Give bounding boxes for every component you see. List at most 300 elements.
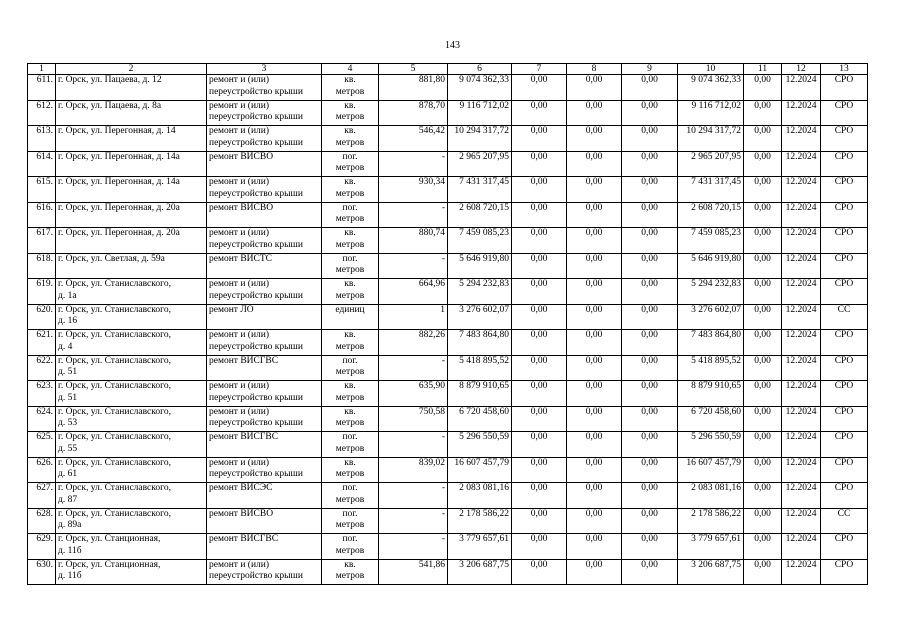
cost-col10-cell: 7 431 317,45 bbox=[678, 177, 744, 203]
cost-col9-cell: 0,00 bbox=[622, 202, 678, 228]
cost-col9-cell: 0,00 bbox=[622, 381, 678, 407]
unit-cell-line: метров bbox=[335, 571, 365, 581]
deadline-cell: 12.2024 bbox=[782, 279, 821, 305]
row-number: 619. bbox=[28, 279, 56, 305]
cost-col10-cell: 7 459 085,23 bbox=[678, 228, 744, 254]
row-number: 614. bbox=[28, 151, 56, 177]
deadline-cell: 12.2024 bbox=[782, 304, 821, 330]
method-code-cell: СРО bbox=[821, 100, 868, 126]
work-type-cell bbox=[207, 304, 322, 330]
cost-col9-cell: 0,00 bbox=[622, 534, 678, 560]
total-cost-cell: 3 276 602,07 bbox=[448, 304, 512, 330]
deadline-cell: 12.2024 bbox=[782, 228, 821, 254]
row-number: 616. bbox=[28, 202, 56, 228]
total-cost-cell: 6 720 458,60 bbox=[448, 406, 512, 432]
unit-cell-line: метров bbox=[335, 545, 365, 556]
volume-cell: 635,90 bbox=[379, 381, 448, 407]
cost-col10-cell: 5 418 895,52 bbox=[678, 355, 744, 381]
deadline-cell: 12.2024 bbox=[782, 330, 821, 356]
total-cost-cell: 2 178 586,22 bbox=[448, 508, 512, 534]
unit-cell-line: метров bbox=[335, 239, 365, 250]
address-cell-line: г. Орск, ул. Перегонная, д. 20а bbox=[58, 202, 180, 213]
cost-col11-cell: 0,00 bbox=[744, 534, 782, 560]
volume-cell: 541,86 bbox=[379, 559, 448, 585]
cost-col10-cell: 2 178 586,22 bbox=[678, 508, 744, 534]
work-type-cell-line: ремонт ВИСВО bbox=[209, 151, 274, 162]
work-type-cell-line: ремонт и (или) bbox=[209, 381, 270, 391]
address-cell-line: д. 4 bbox=[58, 341, 73, 352]
method-code-cell: СРО bbox=[821, 177, 868, 203]
work-type-cell-line: ремонт ВИСГВС bbox=[209, 432, 279, 442]
work-type-cell-line: переустройство крыши bbox=[209, 392, 303, 403]
cost-col7-cell: 0,00 bbox=[512, 75, 567, 101]
column-number: 9 bbox=[622, 64, 678, 75]
work-type-cell-line: ремонт и (или) bbox=[209, 330, 270, 340]
volume-cell: - bbox=[379, 151, 448, 177]
row-number: 629. bbox=[28, 534, 56, 560]
cost-col9-cell: 0,00 bbox=[622, 406, 678, 432]
table-body bbox=[28, 75, 868, 585]
unit-cell-line: кв. bbox=[344, 75, 356, 85]
work-type-cell bbox=[207, 75, 322, 101]
unit-cell-line: кв. bbox=[344, 330, 356, 340]
work-type-cell bbox=[207, 355, 322, 381]
cost-col11-cell: 0,00 bbox=[744, 406, 782, 432]
method-code-cell: СРО bbox=[821, 126, 868, 152]
row-number: 615. bbox=[28, 177, 56, 203]
cost-col11-cell: 0,00 bbox=[744, 330, 782, 356]
cost-col11-cell: 0,00 bbox=[744, 381, 782, 407]
address-cell-line: г. Орск, ул. Перегонная, д. 20а bbox=[58, 228, 180, 238]
total-cost-cell: 2 965 207,95 bbox=[448, 151, 512, 177]
unit-cell bbox=[322, 483, 379, 509]
total-cost-cell: 3 206 687,75 bbox=[448, 559, 512, 585]
cost-col11-cell: 0,00 bbox=[744, 457, 782, 483]
cost-col7-cell: 0,00 bbox=[512, 483, 567, 509]
address-cell bbox=[56, 508, 207, 534]
total-cost-cell: 5 296 550,59 bbox=[448, 432, 512, 458]
unit-cell-line: кв. bbox=[344, 228, 356, 238]
work-type-cell bbox=[207, 177, 322, 203]
cost-col7-cell: 0,00 bbox=[512, 253, 567, 279]
volume-cell: 664,96 bbox=[379, 279, 448, 305]
work-type-cell-line: ремонт ВИСГВС bbox=[209, 355, 279, 366]
address-cell-line: г. Орск, ул. Перегонная, д. 14а bbox=[58, 177, 180, 187]
work-type-cell bbox=[207, 330, 322, 356]
address-cell bbox=[56, 279, 207, 305]
cost-col11-cell: 0,00 bbox=[744, 151, 782, 177]
work-type-cell-line: переустройство крыши bbox=[209, 188, 303, 199]
cost-col9-cell: 0,00 bbox=[622, 100, 678, 126]
unit-cell bbox=[322, 355, 379, 381]
register-table bbox=[27, 63, 868, 585]
work-type-cell bbox=[207, 126, 322, 152]
cost-col8-cell: 0,00 bbox=[567, 228, 622, 254]
cost-col9-cell: 0,00 bbox=[622, 304, 678, 330]
unit-cell-line: пог. bbox=[342, 253, 358, 264]
cost-col10-cell: 3 276 602,07 bbox=[678, 304, 744, 330]
cost-col11-cell: 0,00 bbox=[744, 279, 782, 305]
total-cost-cell: 5 418 895,52 bbox=[448, 355, 512, 381]
total-cost-cell: 8 879 910,65 bbox=[448, 381, 512, 407]
volume-cell: 546,42 bbox=[379, 126, 448, 152]
volume-cell: - bbox=[379, 534, 448, 560]
method-code-cell: СРО bbox=[821, 253, 868, 279]
method-code-cell: СРО bbox=[821, 406, 868, 432]
address-cell-line: г. Орск, ул. Станиславского, bbox=[58, 483, 171, 493]
cost-col7-cell: 0,00 bbox=[512, 355, 567, 381]
address-cell bbox=[56, 406, 207, 432]
method-code-cell: СС bbox=[821, 508, 868, 534]
table-row bbox=[28, 432, 868, 458]
total-cost-cell: 5 294 232,83 bbox=[448, 279, 512, 305]
unit-cell-line: метров bbox=[335, 214, 365, 224]
unit-cell bbox=[322, 202, 379, 228]
address-cell-line: г. Орск, ул. Станиславского, bbox=[58, 457, 171, 468]
unit-cell bbox=[322, 253, 379, 279]
deadline-cell: 12.2024 bbox=[782, 432, 821, 458]
cost-col8-cell: 0,00 bbox=[567, 202, 622, 228]
total-cost-cell: 2 608 720,15 bbox=[448, 202, 512, 228]
deadline-cell: 12.2024 bbox=[782, 559, 821, 585]
address-cell bbox=[56, 355, 207, 381]
unit-cell-line: метров bbox=[335, 341, 365, 352]
cost-col8-cell: 0,00 bbox=[567, 355, 622, 381]
cost-col7-cell: 0,00 bbox=[512, 381, 567, 407]
cost-col11-cell: 0,00 bbox=[744, 508, 782, 534]
total-cost-cell: 7 431 317,45 bbox=[448, 177, 512, 203]
total-cost-cell: 10 294 317,72 bbox=[448, 126, 512, 152]
cost-col10-cell: 2 965 207,95 bbox=[678, 151, 744, 177]
work-type-cell bbox=[207, 406, 322, 432]
column-number: 12 bbox=[782, 64, 821, 75]
cost-col10-cell: 3 779 657,61 bbox=[678, 534, 744, 560]
method-code-cell: СРО bbox=[821, 75, 868, 101]
work-type-cell bbox=[207, 457, 322, 483]
address-cell-line: д. 89а bbox=[58, 520, 82, 530]
cost-col11-cell: 0,00 bbox=[744, 126, 782, 152]
cost-col10-cell: 16 607 457,79 bbox=[678, 457, 744, 483]
column-number: 2 bbox=[56, 64, 207, 75]
cost-col10-cell: 7 483 864,80 bbox=[678, 330, 744, 356]
cost-col11-cell: 0,00 bbox=[744, 432, 782, 458]
address-cell-line: г. Орск, ул. Пацаева, д. 8а bbox=[58, 100, 162, 111]
address-cell-line: г. Орск, ул. Станционная, bbox=[58, 534, 161, 544]
work-type-cell bbox=[207, 100, 322, 126]
row-number: 620. bbox=[28, 304, 56, 330]
row-number: 625. bbox=[28, 432, 56, 458]
unit-cell bbox=[322, 100, 379, 126]
work-type-cell-line: переустройство крыши bbox=[209, 86, 303, 97]
deadline-cell: 12.2024 bbox=[782, 355, 821, 381]
unit-cell-line: метров bbox=[335, 367, 365, 377]
cost-col8-cell: 0,00 bbox=[567, 75, 622, 101]
work-type-cell-line: переустройство крыши bbox=[209, 239, 303, 250]
address-cell-line: г. Орск, ул. Пацаева, д. 12 bbox=[58, 75, 162, 85]
table-row bbox=[28, 330, 868, 356]
work-type-cell-line: ремонт и (или) bbox=[209, 126, 270, 136]
cost-col8-cell: 0,00 bbox=[567, 406, 622, 432]
column-number: 11 bbox=[744, 64, 782, 75]
cost-col7-cell: 0,00 bbox=[512, 279, 567, 305]
work-type-cell-line: ремонт ЛО bbox=[209, 304, 254, 315]
cost-col8-cell: 0,00 bbox=[567, 457, 622, 483]
unit-cell-line: метров bbox=[335, 265, 365, 275]
cost-col11-cell: 0,00 bbox=[744, 304, 782, 330]
address-cell-line: г. Орск, ул. Станиславского, bbox=[58, 432, 171, 442]
unit-cell-line: кв. bbox=[344, 100, 356, 111]
cost-col11-cell: 0,00 bbox=[744, 253, 782, 279]
method-code-cell: СРО bbox=[821, 457, 868, 483]
unit-cell bbox=[322, 279, 379, 305]
work-type-cell-line: переустройство крыши bbox=[209, 137, 303, 148]
cost-col9-cell: 0,00 bbox=[622, 559, 678, 585]
work-type-cell bbox=[207, 483, 322, 509]
deadline-cell: 12.2024 bbox=[782, 202, 821, 228]
work-type-cell-line: ремонт ВИСВО bbox=[209, 508, 274, 519]
row-number: 612. bbox=[28, 100, 56, 126]
cost-col10-cell: 9 074 362,33 bbox=[678, 75, 744, 101]
address-cell bbox=[56, 253, 207, 279]
cost-col7-cell: 0,00 bbox=[512, 508, 567, 534]
unit-cell bbox=[322, 330, 379, 356]
unit-cell-line: кв. bbox=[344, 406, 356, 417]
unit-cell bbox=[322, 534, 379, 560]
volume-cell: - bbox=[379, 202, 448, 228]
cost-col10-cell: 5 296 550,59 bbox=[678, 432, 744, 458]
cost-col9-cell: 0,00 bbox=[622, 151, 678, 177]
cost-col8-cell: 0,00 bbox=[567, 126, 622, 152]
column-number: 7 bbox=[512, 64, 567, 75]
unit-cell-line: единиц bbox=[335, 304, 365, 315]
cost-col8-cell: 0,00 bbox=[567, 559, 622, 585]
unit-cell-line: пог. bbox=[342, 508, 358, 519]
work-type-cell-line: ремонт ВИСВО bbox=[209, 202, 274, 213]
unit-cell-line: метров bbox=[335, 137, 365, 148]
volume-cell: 882,26 bbox=[379, 330, 448, 356]
volume-cell: - bbox=[379, 253, 448, 279]
unit-cell-line: пог. bbox=[342, 202, 358, 213]
cost-col8-cell: 0,00 bbox=[567, 279, 622, 305]
address-cell bbox=[56, 304, 207, 330]
table-row bbox=[28, 406, 868, 432]
address-cell bbox=[56, 559, 207, 585]
work-type-cell-line: ремонт и (или) bbox=[209, 75, 270, 85]
unit-cell-line: метров bbox=[335, 112, 365, 122]
address-cell-line: г. Орск, ул. Станиславского, bbox=[58, 330, 171, 340]
work-type-cell-line: переустройство крыши bbox=[209, 290, 303, 301]
column-number: 8 bbox=[567, 64, 622, 75]
address-cell-line: г. Орск, ул. Светлая, д. 59а bbox=[58, 253, 165, 264]
cost-col11-cell: 0,00 bbox=[744, 177, 782, 203]
total-cost-cell: 2 083 081,16 bbox=[448, 483, 512, 509]
deadline-cell: 12.2024 bbox=[782, 126, 821, 152]
unit-cell-line: пог. bbox=[342, 483, 358, 493]
work-type-cell bbox=[207, 534, 322, 560]
volume-cell: - bbox=[379, 355, 448, 381]
cost-col7-cell: 0,00 bbox=[512, 406, 567, 432]
work-type-cell bbox=[207, 202, 322, 228]
row-number: 628. bbox=[28, 508, 56, 534]
table-row bbox=[28, 253, 868, 279]
cost-col9-cell: 0,00 bbox=[622, 432, 678, 458]
total-cost-cell: 3 779 657,61 bbox=[448, 534, 512, 560]
cost-col9-cell: 0,00 bbox=[622, 330, 678, 356]
address-cell-line: г. Орск, ул. Станиславского, bbox=[58, 508, 171, 519]
cost-col11-cell: 0,00 bbox=[744, 228, 782, 254]
unit-cell bbox=[322, 151, 379, 177]
address-cell-line: г. Орск, ул. Перегонная, д. 14а bbox=[58, 151, 180, 162]
cost-col9-cell: 0,00 bbox=[622, 483, 678, 509]
table-row bbox=[28, 100, 868, 126]
unit-cell bbox=[322, 304, 379, 330]
address-cell-line: д. 51 bbox=[58, 392, 78, 403]
column-number: 6 bbox=[448, 64, 512, 75]
deadline-cell: 12.2024 bbox=[782, 75, 821, 101]
cost-col11-cell: 0,00 bbox=[744, 202, 782, 228]
deadline-cell: 12.2024 bbox=[782, 508, 821, 534]
address-cell-line: г. Орск, ул. Станционная, bbox=[58, 559, 161, 570]
cost-col11-cell: 0,00 bbox=[744, 483, 782, 509]
volume-cell: 881,80 bbox=[379, 75, 448, 101]
unit-cell bbox=[322, 381, 379, 407]
work-type-cell-line: ремонт ВИСТС bbox=[209, 253, 273, 264]
cost-col10-cell: 10 294 317,72 bbox=[678, 126, 744, 152]
method-code-cell: СС bbox=[821, 304, 868, 330]
address-cell bbox=[56, 126, 207, 152]
volume-cell: 878,70 bbox=[379, 100, 448, 126]
cost-col9-cell: 0,00 bbox=[622, 279, 678, 305]
method-code-cell: СРО bbox=[821, 228, 868, 254]
cost-col8-cell: 0,00 bbox=[567, 151, 622, 177]
row-number: 621. bbox=[28, 330, 56, 356]
method-code-cell: СРО bbox=[821, 202, 868, 228]
unit-cell-line: метров bbox=[335, 290, 365, 301]
table-row bbox=[28, 508, 868, 534]
unit-cell-line: пог. bbox=[342, 534, 358, 544]
cost-col8-cell: 0,00 bbox=[567, 508, 622, 534]
table-row bbox=[28, 381, 868, 407]
address-cell bbox=[56, 534, 207, 560]
method-code-cell: СРО bbox=[821, 151, 868, 177]
row-number: 623. bbox=[28, 381, 56, 407]
row-number: 624. bbox=[28, 406, 56, 432]
method-code-cell: СРО bbox=[821, 483, 868, 509]
column-number: 3 bbox=[207, 64, 322, 75]
method-code-cell: СРО bbox=[821, 279, 868, 305]
cost-col7-cell: 0,00 bbox=[512, 202, 567, 228]
work-type-cell-line: ремонт и (или) bbox=[209, 559, 270, 570]
cost-col10-cell: 6 720 458,60 bbox=[678, 406, 744, 432]
cost-col9-cell: 0,00 bbox=[622, 253, 678, 279]
work-type-cell-line: ремонт и (или) bbox=[209, 406, 270, 417]
volume-cell: 880,74 bbox=[379, 228, 448, 254]
page-number: 143 bbox=[445, 40, 460, 51]
address-cell-line: д. 55 bbox=[58, 443, 78, 454]
table-row bbox=[28, 355, 868, 381]
deadline-cell: 12.2024 bbox=[782, 381, 821, 407]
cost-col8-cell: 0,00 bbox=[567, 304, 622, 330]
cost-col7-cell: 0,00 bbox=[512, 151, 567, 177]
cost-col10-cell: 2 608 720,15 bbox=[678, 202, 744, 228]
unit-cell-line: кв. bbox=[344, 279, 356, 289]
work-type-cell-line: ремонт и (или) bbox=[209, 100, 270, 111]
cost-col11-cell: 0,00 bbox=[744, 75, 782, 101]
unit-cell bbox=[322, 432, 379, 458]
address-cell-line: д. 11б bbox=[58, 545, 82, 556]
address-cell-line: д. 16 bbox=[58, 316, 78, 326]
total-cost-cell: 16 607 457,79 bbox=[448, 457, 512, 483]
work-type-cell-line: переустройство крыши bbox=[209, 571, 303, 581]
work-type-cell-line: ремонт ВИСЭС bbox=[209, 483, 273, 493]
cost-col11-cell: 0,00 bbox=[744, 355, 782, 381]
cost-col7-cell: 0,00 bbox=[512, 457, 567, 483]
method-code-cell: СРО bbox=[821, 559, 868, 585]
address-cell bbox=[56, 75, 207, 101]
table-row bbox=[28, 279, 868, 305]
cost-col8-cell: 0,00 bbox=[567, 253, 622, 279]
cost-col10-cell: 8 879 910,65 bbox=[678, 381, 744, 407]
column-number: 1 bbox=[28, 64, 56, 75]
table-row bbox=[28, 202, 868, 228]
unit-cell-line: пог. bbox=[342, 355, 358, 366]
work-type-cell-line: ремонт и (или) bbox=[209, 177, 270, 187]
table-row bbox=[28, 151, 868, 177]
cost-col8-cell: 0,00 bbox=[567, 483, 622, 509]
cost-col9-cell: 0,00 bbox=[622, 508, 678, 534]
cost-col7-cell: 0,00 bbox=[512, 228, 567, 254]
cost-col9-cell: 0,00 bbox=[622, 177, 678, 203]
unit-cell bbox=[322, 559, 379, 585]
work-type-cell-line: переустройство крыши bbox=[209, 469, 303, 479]
unit-cell-line: кв. bbox=[344, 457, 356, 468]
total-cost-cell: 9 074 362,33 bbox=[448, 75, 512, 101]
cost-col8-cell: 0,00 bbox=[567, 100, 622, 126]
work-type-cell-line: ремонт и (или) bbox=[209, 279, 270, 289]
deadline-cell: 12.2024 bbox=[782, 457, 821, 483]
unit-cell bbox=[322, 75, 379, 101]
unit-cell-line: метров bbox=[335, 520, 365, 530]
unit-cell-line: пог. bbox=[342, 432, 358, 442]
unit-cell-line: кв. bbox=[344, 381, 356, 391]
table-row bbox=[28, 228, 868, 254]
unit-cell-line: метров bbox=[335, 163, 365, 173]
address-cell-line: д. 11б bbox=[58, 571, 82, 581]
unit-cell-line: пог. bbox=[342, 151, 358, 162]
column-number: 4 bbox=[322, 64, 379, 75]
row-number: 613. bbox=[28, 126, 56, 152]
work-type-cell bbox=[207, 559, 322, 585]
deadline-cell: 12.2024 bbox=[782, 534, 821, 560]
address-cell bbox=[56, 228, 207, 254]
cost-col10-cell: 2 083 081,16 bbox=[678, 483, 744, 509]
cost-col10-cell: 5 646 919,80 bbox=[678, 253, 744, 279]
total-cost-cell: 7 483 864,80 bbox=[448, 330, 512, 356]
row-number: 618. bbox=[28, 253, 56, 279]
volume-cell: - bbox=[379, 508, 448, 534]
cost-col7-cell: 0,00 bbox=[512, 100, 567, 126]
volume-cell: 839,02 bbox=[379, 457, 448, 483]
cost-col8-cell: 0,00 bbox=[567, 432, 622, 458]
unit-cell-line: метров bbox=[335, 392, 365, 403]
cost-col9-cell: 0,00 bbox=[622, 228, 678, 254]
address-cell bbox=[56, 457, 207, 483]
work-type-cell bbox=[207, 279, 322, 305]
address-cell-line: д. 1а bbox=[58, 290, 77, 301]
address-cell-line: д. 53 bbox=[58, 418, 78, 428]
table-row bbox=[28, 177, 868, 203]
cost-col9-cell: 0,00 bbox=[622, 126, 678, 152]
